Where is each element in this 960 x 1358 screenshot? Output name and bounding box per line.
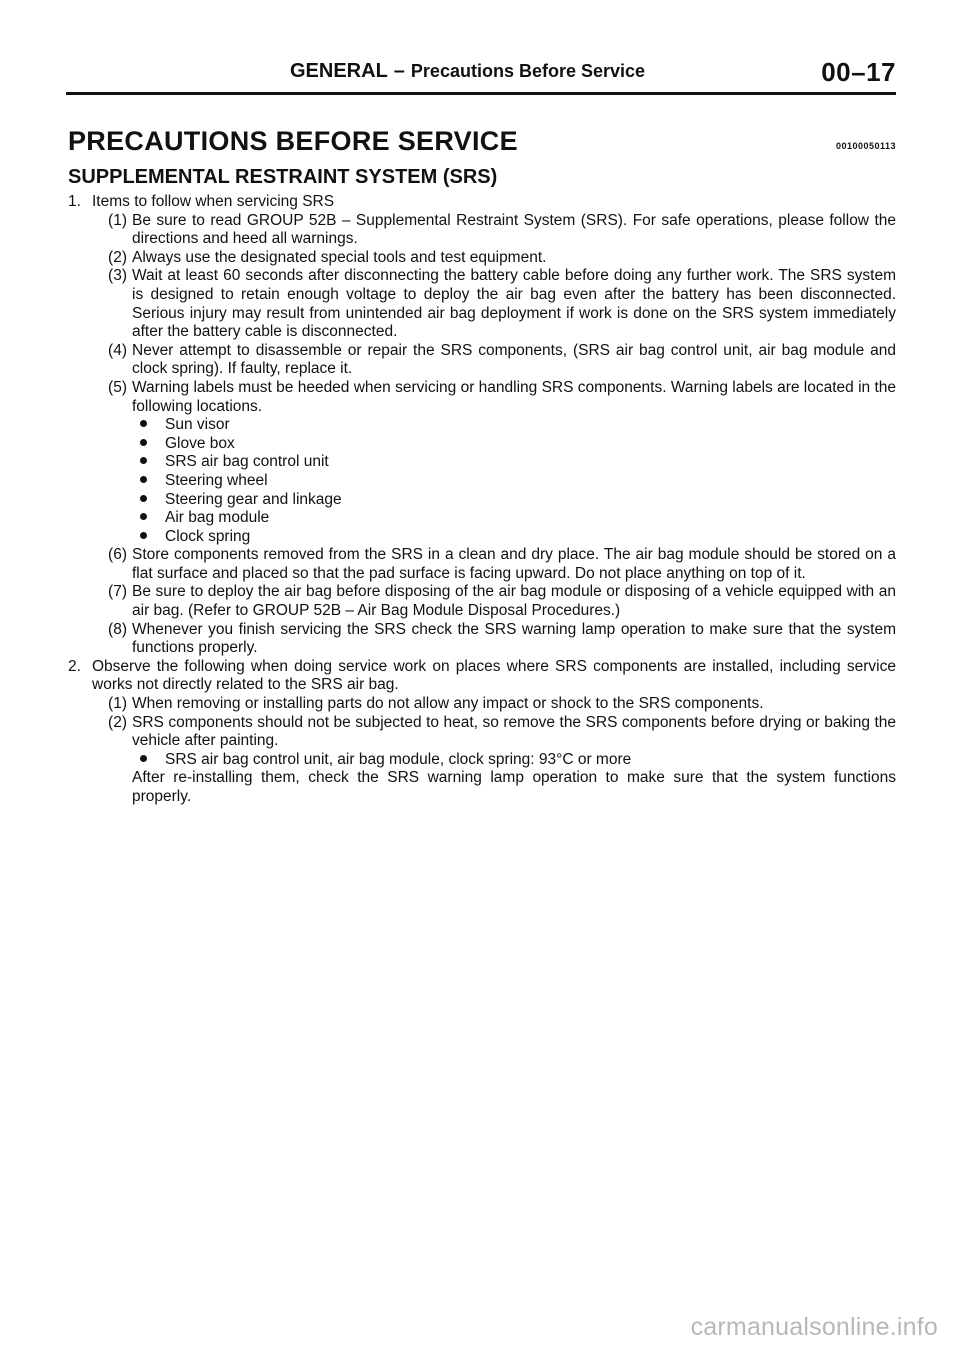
step-item xyxy=(66,695,896,714)
bullet-dot-icon xyxy=(140,532,147,539)
page-title: PRECAUTIONS BEFORE SERVICE xyxy=(68,126,518,156)
bullet-marker xyxy=(133,528,165,547)
bullet-dot-icon xyxy=(140,755,147,762)
bullet-item xyxy=(66,435,896,454)
step-item xyxy=(66,714,896,751)
step-text: Be sure to read GROUP 52B – Supplemental Restraint System (SRS). For safe operations, please follow the directions and heed all warnings. xyxy=(132,211,896,248)
bullet-text: Air bag module xyxy=(165,509,270,527)
step-text: When removing or installing parts do not allow any impact or shock to the SRS components. xyxy=(132,695,764,713)
bullet-marker xyxy=(133,491,165,510)
step-text: Warning labels must be heeded when servicing or handling SRS components. Warning labels are located in the following locations. xyxy=(132,378,896,415)
bullet-dot-icon xyxy=(140,495,147,502)
bullet-item xyxy=(66,751,896,770)
bullet-text: Steering wheel xyxy=(165,471,268,489)
page-number: 00–17 xyxy=(821,57,896,87)
bullet-item xyxy=(66,453,896,472)
bullet-marker xyxy=(133,509,165,528)
step-item xyxy=(66,342,896,379)
step-item xyxy=(66,583,896,620)
step-continuation xyxy=(66,769,896,806)
bullet-marker xyxy=(133,453,165,472)
document-code: 00100050113 xyxy=(835,141,896,151)
step-number: (2) xyxy=(108,713,127,731)
section-title: SUPPLEMENTAL RESTRAINT SYSTEM (SRS) xyxy=(68,166,498,188)
header-section-name: GENERAL xyxy=(290,60,388,82)
list-item xyxy=(66,658,896,695)
header-subsection: Precautions Before Service xyxy=(410,61,646,81)
bullet-item xyxy=(66,416,896,435)
bullet-dot-icon xyxy=(140,439,147,446)
step-text: Whenever you finish servicing the SRS check the SRS warning lamp operation to make sure that the system functions properly. xyxy=(132,620,896,657)
bullet-text: Steering gear and linkage xyxy=(165,490,342,508)
step-item xyxy=(66,379,896,416)
bullet-text: Clock spring xyxy=(165,527,251,545)
item-number: 1. xyxy=(68,193,81,210)
bullet-text: Sun visor xyxy=(165,416,230,434)
bullet-text: SRS air bag control unit xyxy=(165,453,329,471)
step-item xyxy=(66,212,896,249)
step-number: (6) xyxy=(108,546,127,564)
item-number: 2. xyxy=(68,657,81,675)
step-text: Store components removed from the SRS in a clean and dry place. The air bag module should be stored on a flat surface and placed so that the pad surface is facing upward. Do not place anything on top of it. xyxy=(132,546,896,582)
bullet-dot-icon xyxy=(140,457,147,464)
bullet-dot-icon xyxy=(140,513,147,520)
bullet-marker xyxy=(133,472,165,491)
list-item xyxy=(66,193,896,212)
bullet-text: SRS air bag control unit, air bag module, clock spring: 93°C or more xyxy=(165,750,632,768)
step-item xyxy=(66,249,896,268)
step-number: (1) xyxy=(108,211,127,229)
step-text: Never attempt to disassemble or repair the SRS components, (SRS air bag control unit, air bag module and clock spring). If faulty, replace it. xyxy=(132,341,896,378)
item-text: Observe the following when doing service work on places where SRS components are installed, including service works not directly related to the SRS air bag. xyxy=(92,657,896,694)
step-text: Always use the designated special tools and test equipment. xyxy=(132,248,547,266)
bullet-dot-icon xyxy=(140,476,147,483)
step-number: (2) xyxy=(108,248,127,266)
bullet-marker xyxy=(133,416,165,435)
step-text: Wait at least 60 seconds after disconnecting the battery cable before doing any further work. The SRS system is designed to retain enough voltage to deploy the air bag even after the battery has been disconnected. Serious injury may result from unintended air bag deployment if work is done on the SRS system immediately after the battery cable is disconnected. xyxy=(132,267,896,341)
running-header xyxy=(66,58,896,95)
document-body xyxy=(66,193,896,807)
step-number: (7) xyxy=(108,583,127,601)
bullet-item xyxy=(66,491,896,510)
step-number: (8) xyxy=(108,620,127,638)
header-dash: – xyxy=(393,60,405,82)
step-item xyxy=(66,267,896,341)
step-item xyxy=(66,621,896,658)
header-section xyxy=(290,60,645,83)
item-text: Items to follow when servicing SRS xyxy=(92,193,335,210)
step-text: SRS components should not be subjected to heat, so remove the SRS components before drying or baking the vehicle after painting. xyxy=(132,713,896,750)
bullet-item xyxy=(66,472,896,491)
step-after-text: After re-installing them, check the SRS warning lamp operation to make sure that the system functions properly. xyxy=(132,769,896,805)
bullet-text: Glove box xyxy=(165,434,235,452)
step-number: (4) xyxy=(108,341,127,359)
bullet-item xyxy=(66,509,896,528)
step-text: Be sure to deploy the air bag before disposing of the air bag module or disposing of a vehicle equipped with an air bag. (Refer to GROUP 52B – Air Bag Module Disposal Procedures.) xyxy=(132,583,896,620)
step-number: (5) xyxy=(108,378,127,396)
step-number: (1) xyxy=(108,695,127,713)
bullet-dot-icon xyxy=(140,420,147,427)
step-item xyxy=(66,546,896,583)
bullet-marker xyxy=(133,435,165,454)
step-number: (3) xyxy=(108,267,127,285)
bullet-item xyxy=(66,528,896,547)
bullet-marker xyxy=(133,751,165,770)
watermark: carmanualsonline.info xyxy=(690,1313,938,1341)
